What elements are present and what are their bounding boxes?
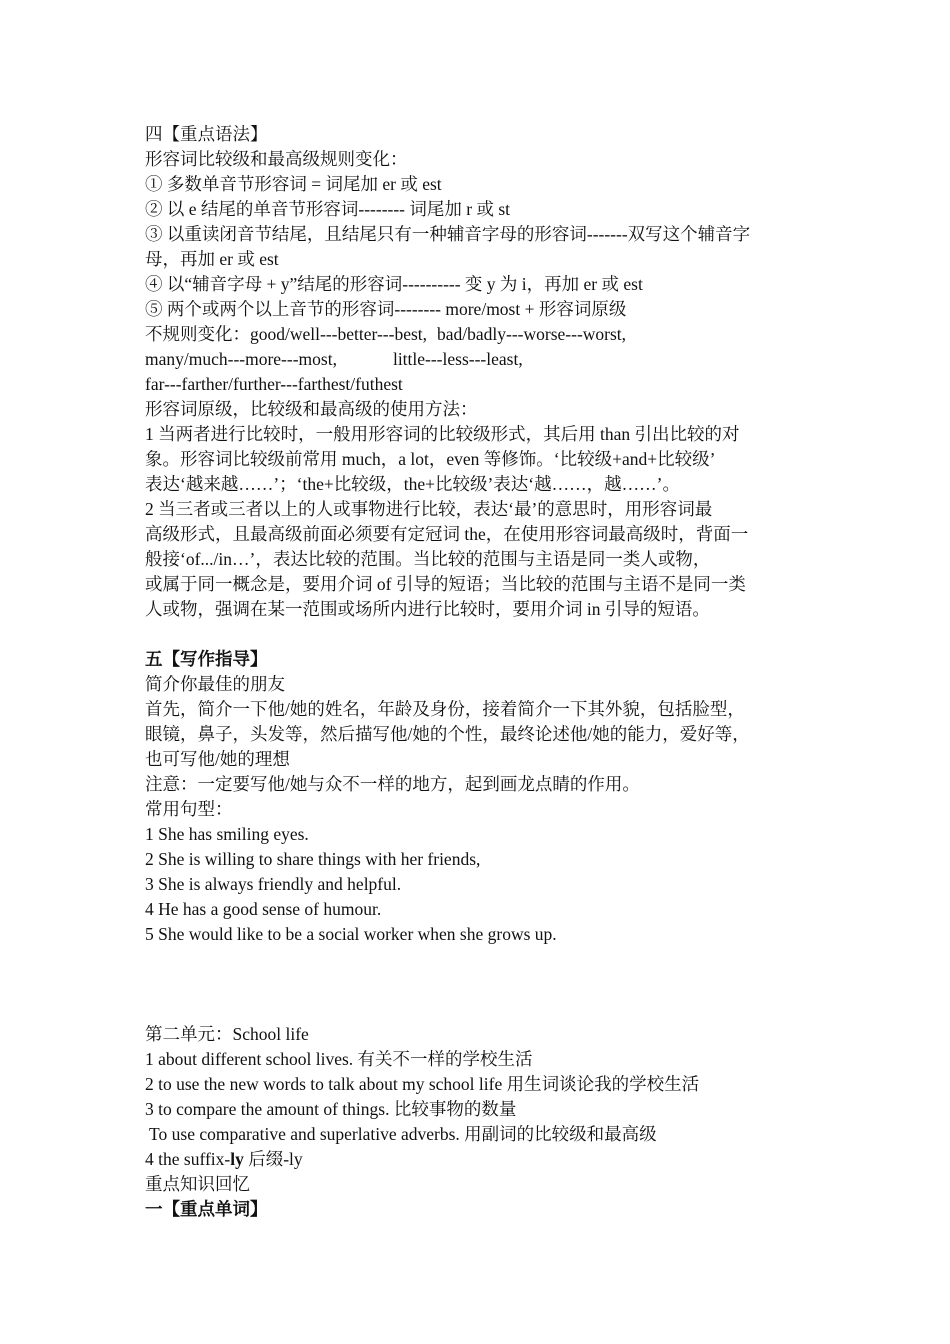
irregular-little: little---less---least, [392,349,523,369]
document-page [145,122,810,1222]
spacer [145,947,810,1022]
irregular-line-1 [145,322,810,347]
writing-topic: 简介你最佳的朋友 [145,674,285,694]
irregular-label: 不规则变化： [145,324,250,344]
unit2-title: 第二单元：School life [145,1024,309,1044]
irregular-many: many/much---more---most, [145,349,337,369]
objective-3b: To use comparative and superlative adverbs. 用副词的比较级和最高级 [145,1124,657,1144]
guide-line-1: 首先，简介一下他/她的姓名，年龄及身份，接着简介一下其外貌，包括脸型， [145,699,745,719]
usage-2-line-1: 2 当三者或三者以上的人或事物进行比较，表达‘最’的意思时，用形容词最 [145,499,713,519]
section1-heading: 一【重点单词】 [145,1199,268,1219]
pattern-5: 5 She would like to be a social worker when she grows up. [145,924,557,944]
usage-1-line-2: 象。形容词比较级前常用 much，a lot，even 等修饰。‘比较级+and+比较级’ [145,449,716,469]
usage-2-line-4: 或属于同一概念是，要用介词 of 引导的短语；当比较的范围与主语不是同一类 [145,574,746,594]
section5-heading: 五【写作指导】 [145,649,268,669]
writing-note: 注意：一定要写他/她与众不一样的地方，起到画龙点睛的作用。 [145,774,640,794]
pattern-2: 2 She is willing to share things with her friends, [145,849,481,869]
guide-line-2: 眼镜，鼻子，头发等，然后描写他/她的个性，最终论述他/她的能力，爱好等， [145,724,750,744]
guide-line-3: 也可写他/她的理想 [145,749,290,769]
objective-2: 2 to use the new words to talk about my school life 用生词谈论我的学校生活 [145,1074,700,1094]
objective-1: 1 about different school lives. 有关不一样的学校生活 [145,1049,533,1069]
usage-1-line-1: 1 当两者进行比较时，一般用形容词的比较级形式，其后用 than 引出比较的对 [145,424,740,444]
rule-2: ② 以 e 结尾的单音节形容词-------- 词尾加 r 或 st [145,199,511,219]
pattern-1: 1 She has smiling eyes. [145,824,309,844]
irregular-far: far---farther/further---farthest/futhest [145,374,403,394]
irregular-good: good/well---better---best, [250,324,428,344]
usage-2-line-5: 人或物，强调在某一范围或场所内进行比较时，要用介词 in 引导的短语。 [145,599,710,619]
rule-3-continued: 母，再加 er 或 est [145,249,279,269]
rule-5: ⑤ 两个或两个以上音节的形容词-------- more/most + 形容词原级 [145,299,627,319]
irregular-line-2 [145,347,810,372]
patterns-label: 常用句型： [145,799,233,819]
section4-heading: 四【重点语法】 [145,124,268,144]
suffix-rest: 后缀-ly [243,1149,303,1169]
irregular-bad: bad/badly---worse---worst, [437,324,627,344]
rule-3: ③ 以重读闭音节结尾，且结尾只有一种辅音字母的形容词-------双写这个辅音字 [145,224,751,244]
usage-2-line-2: 高级形式，且最高级前面必须要有定冠词 the，在使用形容词最高级时，背面一 [145,524,749,544]
suffix-bold: ly [230,1149,244,1169]
rule-4: ④ 以“辅音字母 + y”结尾的形容词---------- 变 y 为 i，再加 er 或 est [145,274,643,294]
objective-4 [145,1147,810,1172]
pattern-4: 4 He has a good sense of humour. [145,899,382,919]
spacer [145,622,810,647]
pattern-3: 3 She is always friendly and helpful. [145,874,402,894]
usage-title: 形容词原级，比较级和最高级的使用方法： [145,399,478,419]
usage-1-line-3: 表达‘越来越……’；‘the+比较级，the+比较级’表达‘越……，越……’。 [145,474,680,494]
suffix-prefix: 4 the suffix- [145,1149,231,1169]
rule-1: ① 多数单音节形容词 = 词尾加 er 或 est [145,174,442,194]
review-heading: 重点知识回忆 [145,1174,250,1194]
section4-intro: 形容词比较级和最高级规则变化： [145,149,408,169]
usage-2-line-3: 般接‘of.../in…’，表达比较的范围。当比较的范围与主语是同一类人或物， [145,549,711,569]
objective-3: 3 to compare the amount of things. 比较事物的数量 [145,1099,517,1119]
